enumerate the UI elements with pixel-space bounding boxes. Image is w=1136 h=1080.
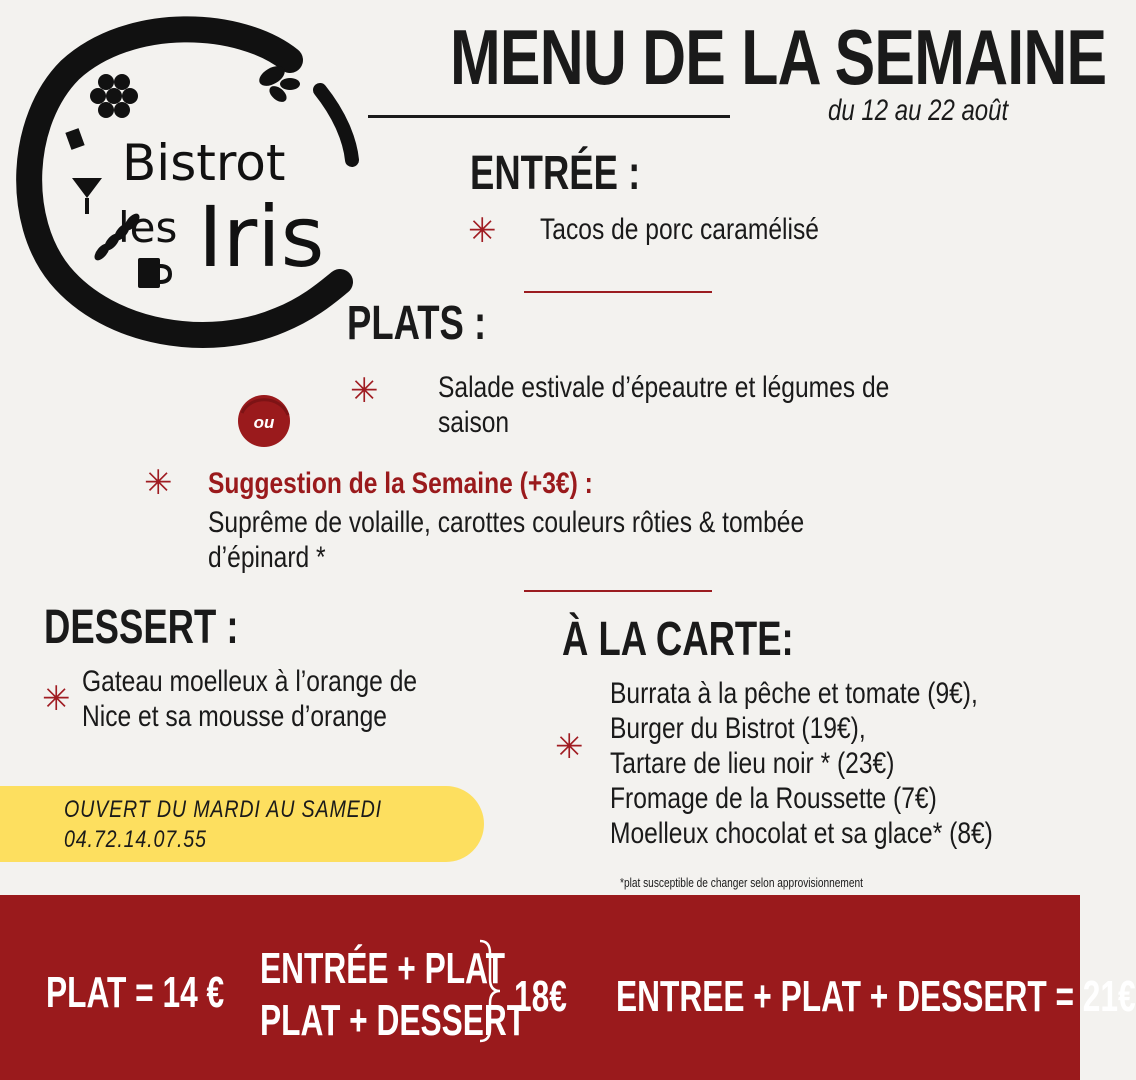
carte-item: Burger du Bistrot (19€), bbox=[610, 712, 866, 745]
star-icon: ✳ bbox=[42, 680, 71, 718]
opening-days: OUVERT DU MARDI AU SAMEDI bbox=[64, 796, 382, 823]
or-badge-label: ou bbox=[253, 413, 275, 432]
combo-entree-plat: ENTRÉE + PLAT bbox=[260, 944, 505, 993]
phone-number: 04.72.14.07.55 bbox=[64, 826, 207, 853]
dessert-heading: DESSERT : bbox=[44, 601, 239, 654]
entree-item: Tacos de porc caramélisé bbox=[540, 213, 819, 246]
price-plat: PLAT = 14 € bbox=[46, 968, 225, 1017]
carte-list bbox=[610, 676, 993, 851]
divider bbox=[524, 590, 712, 592]
plat-item-salade: Salade estivale d’épeautre et légumes de saison bbox=[438, 371, 890, 439]
carte-item: Tartare de lieu noir * (23€) bbox=[610, 747, 895, 780]
dessert-item: Gateau moelleux à l’orange de Nice et sa mousse d’orange bbox=[82, 665, 418, 733]
suggestion-label: Suggestion de la Semaine (+3€) : bbox=[208, 467, 593, 500]
divider bbox=[524, 291, 712, 293]
opening-hours-banner bbox=[0, 786, 484, 862]
menu-dates: du 12 au 22 août bbox=[828, 94, 1009, 127]
or-badge bbox=[236, 393, 292, 449]
plats-heading: PLATS : bbox=[347, 297, 487, 350]
carte-item: Burrata à la pêche et tomate (9€), bbox=[610, 677, 978, 710]
carte-heading: À LA CARTE: bbox=[562, 613, 794, 666]
entree-heading: ENTRÉE : bbox=[470, 147, 641, 200]
suggestion-text: Suprême de volaille, carottes couleurs rôties & tombée d’épinard * bbox=[208, 506, 805, 574]
star-icon: ✳ bbox=[144, 464, 173, 502]
page-title: MENU DE LA SEMAINE bbox=[450, 13, 1107, 101]
price-full-menu: ENTREE + PLAT + DESSERT = 21€ bbox=[616, 972, 1136, 1021]
availability-note: *plat susceptible de changer selon approvisionnement bbox=[620, 875, 863, 890]
star-icon: ✳ bbox=[468, 212, 497, 250]
logo-text-les: les bbox=[118, 203, 178, 252]
bistrot-logo bbox=[20, 20, 370, 350]
star-icon: ✳ bbox=[555, 728, 584, 766]
combo-price: 18€ bbox=[514, 972, 567, 1021]
combo-plat-dessert: PLAT + DESSERT bbox=[260, 996, 527, 1045]
title-underline bbox=[368, 115, 730, 118]
carte-item: Moelleux chocolat et sa glace* (8€) bbox=[610, 817, 993, 850]
star-icon: ✳ bbox=[350, 372, 379, 410]
pricing-footer bbox=[0, 895, 1136, 1080]
logo-text-iris: Iris bbox=[198, 188, 325, 286]
brace-icon bbox=[478, 939, 502, 1043]
logo-text-bistrot: Bistrot bbox=[122, 134, 286, 192]
carte-item: Fromage de la Roussette (7€) bbox=[610, 782, 937, 815]
